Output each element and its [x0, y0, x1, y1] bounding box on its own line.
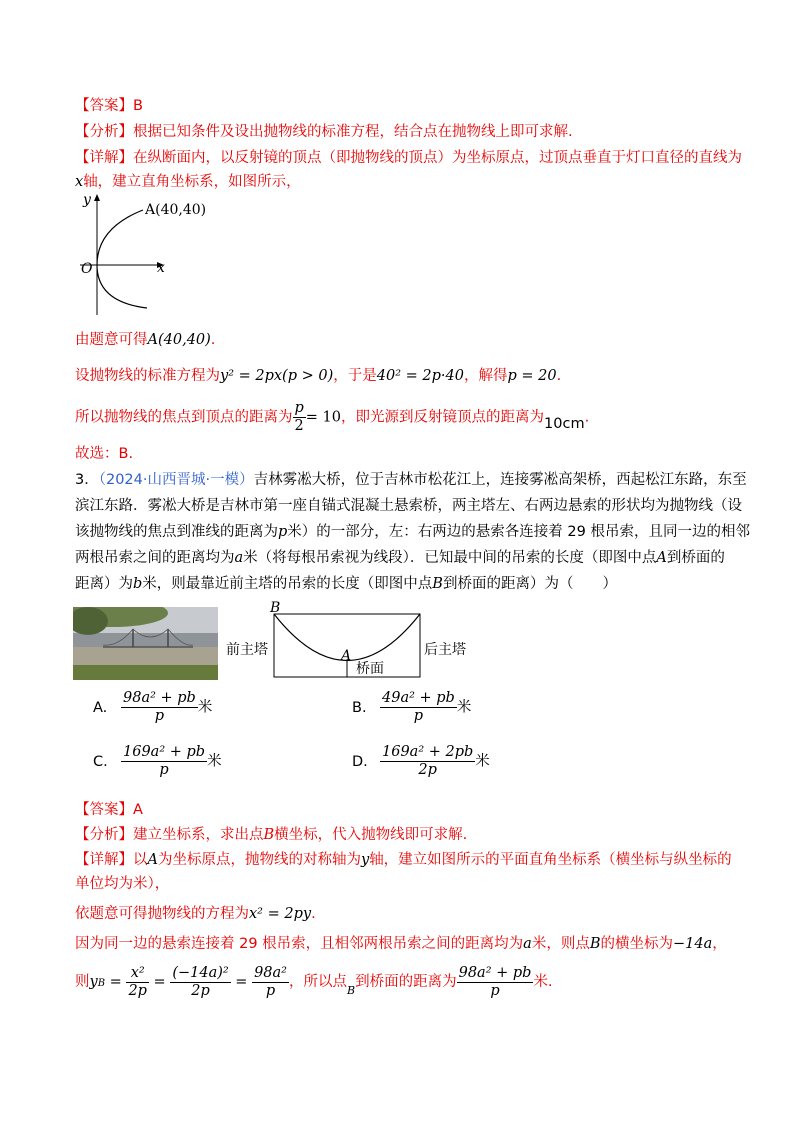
fraction-2: [170, 965, 230, 1000]
fraction-3-denominator: p: [265, 982, 276, 999]
fraction-1-denominator: 2p: [128, 982, 147, 999]
detail-2-line-2: 单位均为米），: [75, 876, 170, 892]
front-tower-label: 前主塔: [226, 642, 268, 658]
step-1: [75, 330, 215, 350]
step-6-text-4: 米.: [533, 974, 553, 990]
bridge-photo: [73, 607, 218, 680]
var-a: a: [523, 936, 532, 952]
option-letter: A.: [93, 699, 108, 716]
analysis-text-2b: 横坐标，代入抛物线即可求解.: [274, 827, 468, 843]
option-fraction: [380, 690, 457, 725]
step-2: [75, 366, 561, 386]
question-text-5a: 距离）为: [75, 576, 133, 592]
option-numerator: 169a² + 2pb: [382, 744, 474, 760]
question-text-4b: 米（将每根吊索视为线段）．已知最中间的吊索的长度（即图中点: [243, 550, 657, 566]
step-2-math-1: y² = 2px(p > 0): [220, 368, 334, 384]
step-5: [75, 934, 727, 954]
parabola-curve: [97, 210, 147, 308]
question-3-line-3: [75, 522, 750, 542]
step-3-text-1: 所以抛物线的焦点到顶点的距离为: [75, 409, 293, 426]
option-unit: 米: [475, 753, 490, 770]
fraction-1-numerator: x²: [126, 965, 149, 983]
detail-tag: 【详解】: [75, 150, 133, 166]
var-b: b: [133, 576, 143, 592]
step-3-text-2: ，即光源到反射镜顶点的距离为: [341, 409, 545, 426]
option-a[interactable]: [93, 690, 212, 725]
step-3-unit: 10cm: [544, 415, 585, 432]
option-c[interactable]: [93, 744, 222, 779]
step-2-text-2: ，于是: [333, 368, 377, 384]
step-1-math: A(40,40): [147, 332, 211, 348]
step-6-text-1: 则: [75, 974, 90, 990]
detail-line-2: [75, 172, 301, 192]
y-axis-label: y: [83, 192, 91, 208]
step-5-end: ，: [712, 936, 727, 952]
step-2-text-1: 设抛物线的标准方程为: [75, 368, 220, 384]
var-B: B: [347, 984, 356, 997]
question-3-line-2: 滨江东路．雾凇大桥是吉林市第一座自锚式混凝土悬索桥，两主塔左、右两边悬索的形状均为抛物线（设: [75, 498, 742, 514]
question-text-5b: 米，则最靠近前主塔的吊索的长度（即图中点: [142, 576, 433, 592]
step-3: [75, 400, 589, 435]
detail-text-2: 轴，建立直角坐标系，如图所示，: [83, 174, 301, 190]
answer-value: B: [133, 98, 143, 114]
detail-2-line-1: [75, 850, 732, 870]
label-a: A: [341, 648, 352, 664]
fraction-2-numerator: (−14a)²: [172, 964, 229, 981]
var-B: B: [263, 827, 275, 843]
question-number: 3．: [75, 472, 99, 488]
step-3-end: .: [584, 409, 590, 426]
option-denominator: p: [159, 762, 169, 778]
fraction-p-over-2: [293, 400, 306, 435]
answer-tag: 【答案】: [75, 98, 133, 114]
option-fraction: [121, 744, 207, 779]
step-6-text-2: ，所以点: [289, 974, 347, 990]
step-1-end: .: [210, 332, 216, 348]
conclusion-1: 故选：B.: [75, 446, 134, 462]
question-text-5c: 到桥面的距离）为（ ）: [442, 576, 617, 592]
deck-label: 桥面: [356, 661, 384, 677]
step-4-math: x² = 2py: [249, 906, 312, 922]
question-text-4c: 到桥面的: [666, 550, 725, 566]
step-4-text: 依题意可得抛物线的方程为: [75, 906, 249, 922]
parabola-figure: [75, 190, 225, 320]
fraction-4-denominator: p: [490, 982, 500, 999]
question-3-line-1: [75, 470, 747, 490]
fraction-3-numerator: 98a²: [254, 964, 287, 981]
question-text-3b: 米）的一部分，左：右两边的悬索各连接着 29 根吊索，且同一边的相邻: [287, 524, 750, 540]
var-a: a: [234, 550, 244, 566]
question-text-4a: 两根吊索之间的距离均为: [75, 550, 235, 566]
option-numerator: 49a² + pb: [382, 690, 455, 706]
var-y: y: [360, 852, 370, 868]
answer-line-2: [75, 800, 143, 820]
step-6: 则yB = $\frac{\text{x²}}{2p}$ = $\frac{\text{(−14a)²}}{2p}$ = $\frac{\text{98a²}}{p}$ ，所以点$_B$到桥面的距离为 $\frac{\text{98a² + pb}}{p}$ 米.: [75, 964, 553, 999]
fraction-3: [252, 965, 289, 1000]
option-letter: D.: [352, 753, 368, 770]
suspension-bridge-figure: [224, 600, 474, 684]
option-unit: 米: [197, 699, 213, 716]
step-2-math-3: p = 20: [507, 368, 557, 384]
option-denominator: p: [413, 708, 424, 724]
answer-line: [75, 96, 143, 116]
option-numerator: 98a² + pb: [123, 690, 196, 706]
detail-text: 在纵断面内，以反射镜的顶点（即抛物线的顶点）为坐标原点，过顶点垂直于灯口直径的直线为: [133, 150, 742, 166]
option-letter: B.: [352, 699, 367, 716]
step-1-text: 由题意可得: [75, 332, 148, 348]
detail-2-text-3: 轴，建立如图所示的平面直角坐标系（横坐标与纵坐标的: [369, 852, 732, 868]
step-2-end: .: [556, 368, 562, 384]
option-denominator: 2p: [418, 762, 437, 778]
var-A: A: [656, 550, 667, 566]
fraction-1: [126, 965, 149, 1000]
question-3-line-4: [75, 548, 725, 568]
analysis-tag-2: 【分析】: [75, 827, 133, 843]
step-4-end: .: [311, 906, 316, 922]
x-variable: x: [75, 174, 84, 190]
label-b: B: [270, 600, 281, 616]
step-2-math-2: 40² = 2p·40: [376, 368, 464, 384]
answer-tag-2: 【答案】: [75, 802, 133, 818]
step-4: [75, 904, 316, 924]
detail-2-text-1: 以: [133, 852, 148, 868]
option-fraction: [121, 690, 198, 725]
option-unit: 米: [456, 699, 472, 716]
fraction-4: [457, 965, 534, 1000]
option-unit: 米: [207, 753, 222, 770]
step-3-math: = 10: [305, 409, 342, 426]
detail-tag-2: 【详解】: [75, 852, 133, 868]
step-5-text-3: 的横坐标为: [600, 936, 673, 952]
origin-label: O: [81, 261, 93, 277]
analysis-text-2a: 建立坐标系，求出点: [133, 827, 264, 843]
detail-line-1: [75, 148, 742, 168]
detail-2-text-2: 为坐标原点，抛物线的对称轴为: [157, 852, 361, 868]
x-axis-label: x: [157, 260, 165, 276]
var-B: B: [432, 576, 443, 592]
var-B: B: [589, 936, 601, 952]
y-axis-arrow: [94, 194, 100, 201]
var-p: p: [278, 524, 288, 540]
rear-tower-label: 后主塔: [424, 642, 466, 658]
option-d[interactable]: [352, 744, 490, 779]
fraction-numerator: p: [294, 400, 304, 416]
question-source: （2024·山西晋城·一模）: [98, 472, 254, 488]
analysis-line: [75, 122, 573, 142]
fraction-2-denominator: 2p: [191, 982, 210, 999]
question-text-1: 吉林雾凇大桥，位于吉林市松花江上，连接雾凇高架桥，西起松江东路，东至: [253, 472, 747, 488]
step-6-lhs: y: [89, 974, 98, 990]
analysis-tag: 【分析】: [75, 124, 133, 140]
question-text-3a: 该抛物线的焦点到准线的距离为: [75, 524, 278, 540]
fraction-denominator: 2: [294, 418, 304, 434]
analysis-line-2: [75, 825, 467, 845]
var-A: A: [147, 852, 158, 868]
option-b[interactable]: [352, 690, 471, 725]
step-5-math: −14a: [672, 936, 713, 952]
option-letter: C.: [93, 753, 108, 770]
option-fraction: [380, 744, 475, 779]
question-3-line-5: [75, 574, 617, 594]
option-denominator: p: [154, 708, 165, 724]
step-5-text-2: 米，则点: [531, 936, 590, 952]
option-numerator: 169a² + pb: [123, 744, 206, 760]
step-6-text-3: 到桥面的距离为: [355, 974, 457, 990]
step-2-text-3: ，解得: [463, 368, 508, 384]
fraction-4-numerator: 98a² + pb: [458, 964, 532, 981]
step-5-text-1: 因为同一边的悬索连接着 29 根吊索，且相邻两根吊索之间的距离均为: [75, 936, 524, 952]
answer-value-2: A: [133, 802, 143, 818]
analysis-text: 根据已知条件及设出抛物线的标准方程，结合点在抛物线上即可求解.: [133, 124, 573, 140]
point-a-label: A(40,40): [145, 202, 207, 218]
